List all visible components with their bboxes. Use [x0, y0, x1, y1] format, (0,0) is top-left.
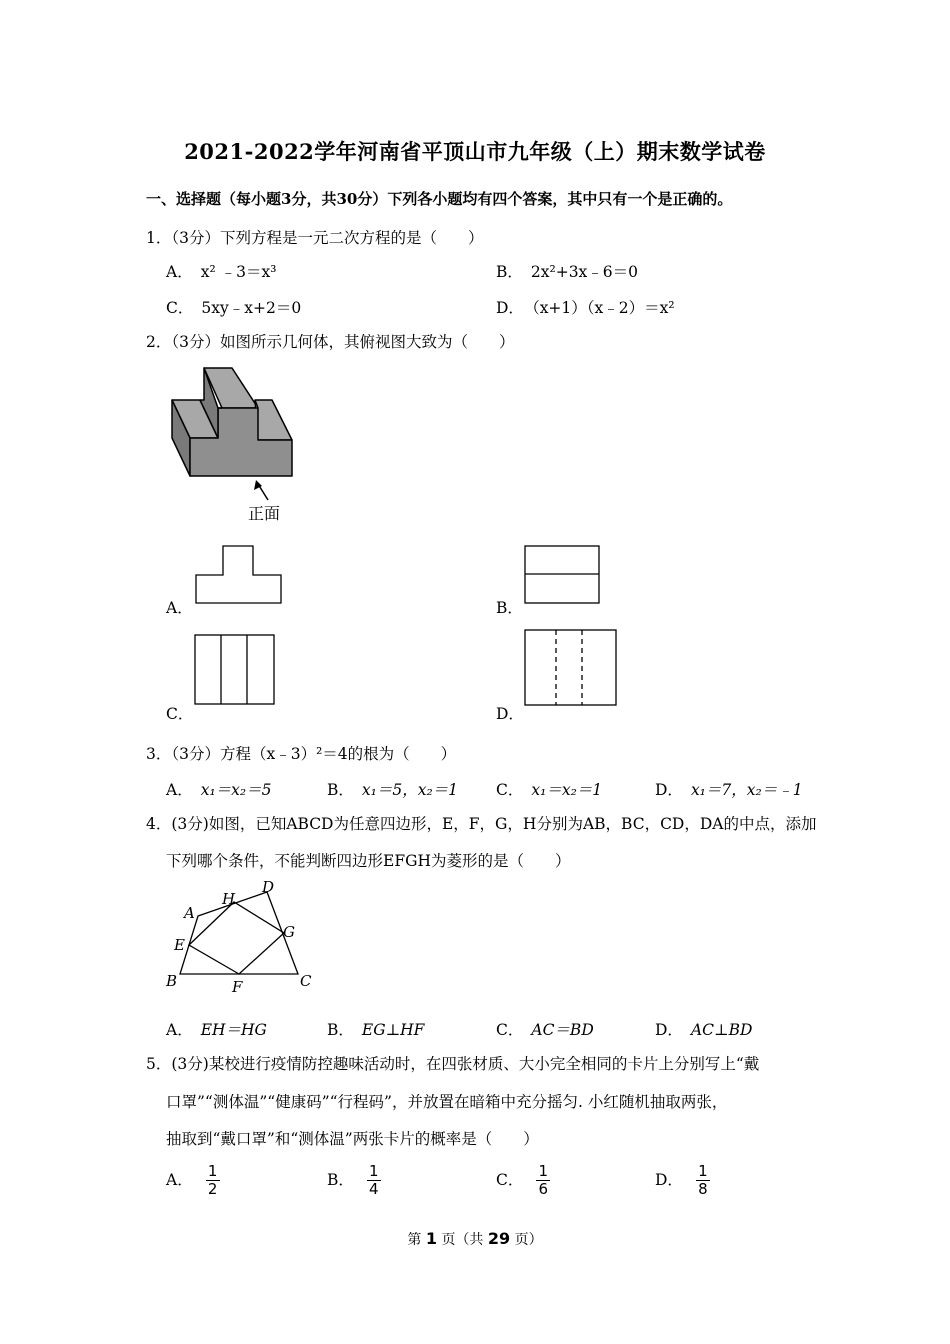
q5-option-a[interactable]: A． $\frac{1}{2}$ — [166, 1163, 220, 1198]
q3-option-b[interactable]: B． x₁＝5，x₂＝1 — [327, 781, 459, 799]
q4-option-c[interactable]: C． AC＝BD — [496, 1021, 594, 1039]
q2-option-c-figure[interactable] — [194, 634, 276, 706]
q3-option-d[interactable]: D． x₁＝7，x₂＝﹣1 — [655, 781, 803, 799]
q5-option-b[interactable]: B． $\frac{1}{4}$ — [327, 1163, 381, 1198]
point-g-label: G — [283, 923, 295, 941]
q1-option-b[interactable]: B． 2x²+3x﹣6＝0 — [496, 263, 639, 281]
q2-option-d[interactable]: D． — [496, 705, 524, 723]
q2-solid-figure — [160, 360, 310, 530]
q3-stem: 3．（3分）方程（x﹣3）²＝4的根为（ ） — [146, 745, 457, 763]
q5-stem-line2: 口罩”“测体温”“健康码”“行程码”，并放置在暗箱中充分摇匀. 小红随机抽取两张， — [166, 1093, 728, 1111]
point-b-label: B — [166, 972, 178, 990]
front-label: 正面 — [248, 504, 281, 523]
q2-option-a-figure[interactable] — [195, 545, 283, 605]
point-h-label: H — [222, 890, 236, 908]
point-a-label: A — [184, 904, 195, 922]
q2-option-b[interactable]: B． — [496, 599, 523, 617]
q2-option-d-figure[interactable] — [524, 629, 618, 707]
fraction: $\frac{1}{2}$ — [206, 1163, 220, 1198]
q5-option-d[interactable]: D． $\frac{1}{8}$ — [655, 1163, 710, 1198]
point-c-label: C — [300, 972, 312, 990]
page-total: 29 — [487, 1229, 511, 1248]
page-number: 1 — [425, 1229, 437, 1248]
q1-option-d[interactable]: D． （x+1）（x﹣2）＝x² — [496, 299, 675, 317]
point-d-label: D — [262, 878, 275, 896]
q4-stem-line2: 下列哪个条件，不能判断四边形EFGH为菱形的是（ ） — [166, 852, 571, 870]
q2-option-a[interactable]: A． — [166, 599, 193, 617]
q1-option-a[interactable]: A． x² ﹣3＝x³ — [166, 263, 277, 281]
q5-stem-line1: 5．(3分)某校进行疫情防控趣味活动时，在四张材质、大小完全相同的卡片上分别写上“戴 — [146, 1055, 760, 1073]
fraction: $\frac{1}{6}$ — [536, 1163, 550, 1198]
fraction: $\frac{1}{8}$ — [696, 1163, 710, 1198]
q4-stem-line1: 4．(3分)如图，已知ABCD为任意四边形，E，F，G，H分别为AB，BC，CD，DA的中点，添加 — [146, 815, 817, 833]
page-title: 2021-2022学年河南省平顶山市九年级（上）期末数学试卷 — [184, 139, 766, 164]
q1-option-c[interactable]: C． 5xy﹣x+2＝0 — [166, 299, 302, 317]
q2-option-c[interactable]: C． — [166, 705, 194, 723]
point-f-label: F — [232, 978, 243, 996]
q3-option-a[interactable]: A． x₁＝x₂＝5 — [166, 781, 272, 799]
page-footer: 第 1 页（共 29 页） — [407, 1229, 543, 1248]
q2-option-b-figure[interactable] — [524, 545, 600, 605]
q3-option-c[interactable]: C． x₁＝x₂＝1 — [496, 781, 603, 799]
q2-stem: 2．（3分）如图所示几何体，其俯视图大致为（ ） — [146, 333, 515, 351]
q4-option-a[interactable]: A． EH＝HG — [166, 1021, 267, 1039]
q4-option-d[interactable]: D． AC⊥BD — [655, 1021, 753, 1039]
q5-option-c[interactable]: C． $\frac{1}{6}$ — [496, 1163, 550, 1198]
q1-stem: 1．（3分）下列方程是一元二次方程的是（ ） — [146, 229, 484, 247]
point-e-label: E — [174, 936, 185, 954]
section-heading: 一、选择题（每小题3分，共30分）下列各小题均有四个答案，其中只有一个是正确的。 — [146, 190, 733, 208]
q4-option-b[interactable]: B． EG⊥HF — [327, 1021, 425, 1039]
q4-quadrilateral-figure — [160, 876, 320, 996]
fraction: $\frac{1}{4}$ — [367, 1163, 381, 1198]
q5-stem-line3: 抽取到“戴口罩”和“测体温”两张卡片的概率是（ ） — [166, 1130, 539, 1148]
